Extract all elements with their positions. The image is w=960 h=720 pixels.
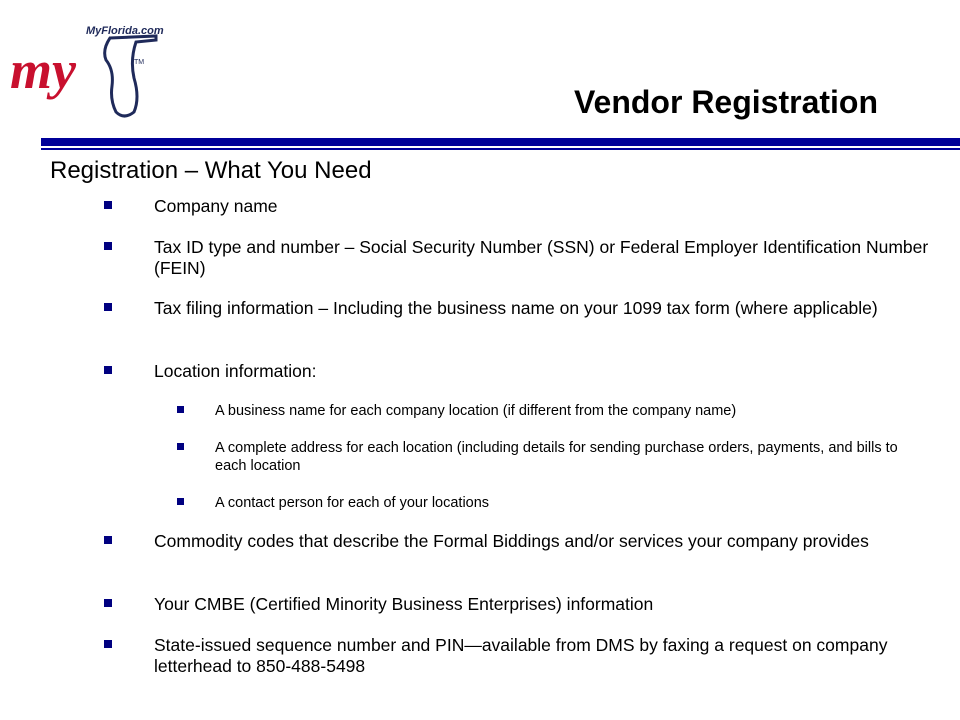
list-item (104, 196, 944, 217)
square-bullet-icon (104, 640, 112, 648)
logo-trademark: TM (134, 59, 145, 66)
sub-list-item (177, 494, 917, 512)
square-bullet-icon (104, 599, 112, 607)
list-item (104, 531, 944, 552)
square-bullet-icon (104, 366, 112, 374)
sub-list-item (177, 439, 917, 475)
square-bullet-icon (177, 498, 184, 505)
square-bullet-icon (177, 443, 184, 450)
list-item-text: A business name for each company location (if different from the company name) (215, 403, 737, 419)
list-item (104, 361, 944, 382)
square-bullet-icon (104, 242, 112, 250)
list-item-text: State-issued sequence number and PIN—available from DMS by faxing a request on company letterhead to 850-488-5498 (154, 635, 888, 676)
square-bullet-icon (177, 406, 184, 413)
square-bullet-icon (104, 201, 112, 209)
list-item (104, 635, 944, 677)
list-item (104, 594, 944, 615)
title-divider (41, 138, 960, 146)
logo-site-label: MyFlorida.com (86, 25, 164, 37)
list-item-text: Tax ID type and number – Social Security Number (SSN) or Federal Employer Identification Number (FEIN) (154, 237, 929, 278)
list-item-text: A complete address for each location (including details for sending purchase orders, payments, and bills to each location (215, 440, 898, 474)
list-item-text: A contact person for each of your locations (215, 495, 490, 511)
list-item-text: Your CMBE (Certified Minority Business Enterprises) information (154, 594, 654, 614)
list-item-text: Commodity codes that describe the Formal Biddings and/or services your company provides (154, 531, 869, 551)
title-divider-thin (41, 148, 960, 150)
list-item-text: Company name (154, 196, 278, 216)
list-item-text: Tax filing information – Including the business name on your 1099 tax form (where applicable) (154, 298, 878, 318)
slide-title: Vendor Registration (573, 84, 878, 120)
square-bullet-icon (104, 536, 112, 544)
list-item (104, 298, 944, 319)
section-heading: Registration – What You Need (50, 157, 372, 184)
list-item (104, 237, 944, 279)
florida-my-logo-icon (6, 20, 176, 130)
square-bullet-icon (104, 303, 112, 311)
sub-list-item (177, 402, 917, 420)
logo-mark: my (10, 40, 76, 100)
list-item-text: Location information: (154, 361, 317, 381)
